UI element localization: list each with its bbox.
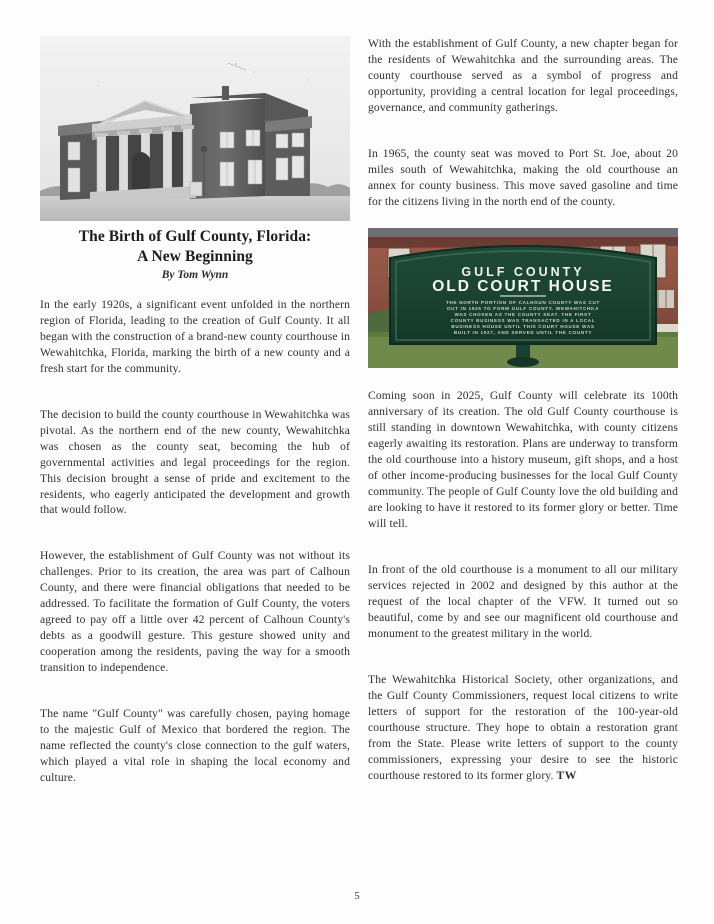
right-paragraph-3: Coming soon in 2025, Gulf County will celebrate its 100th anniversary of its creation. The old Gulf County courthouse is still standing in downtown Wewahitchka, with county citizens eagerly awaiting its restoration. Plans are underway to transform the old courthouse into a history museum, gift shops, and a host of other income-producing businesses for the local Gulf County community. The people of Gulf County love the old building and are looking to have it restored to its former glory or better. Time will tell. xyxy=(368,388,678,530)
svg-text:BUSINESS HOUSE UNTIL THIS COUR: BUSINESS HOUSE UNTIL THIS COURT HOUSE WAS xyxy=(451,323,595,329)
page-title-line-1: The Birth of Gulf County, Florida: xyxy=(78,228,312,245)
right-paragraph-4: In front of the old courthouse is a monument to all our military services rejected in 2002 and designed by this author at the request of the local chapter of the VFW. It turned out so beautiful, come by and see our magnificent old courthouse and monument to the greatest military in the world. xyxy=(368,562,678,640)
svg-text:THE NORTH PORTION OF CALHOUN C: THE NORTH PORTION OF CALHOUN COUNTY WAS CUT xyxy=(445,299,601,305)
svg-text:WAS CHOSEN AS THE COUNTY SEAT.: WAS CHOSEN AS THE COUNTY SEAT. THE FIRST xyxy=(454,311,592,317)
svg-text:GULF COUNTY: GULF COUNTY xyxy=(461,264,585,279)
historical-marker-photo xyxy=(368,228,678,368)
svg-text:BUILT IN 1927, AND SERVED UNTI: BUILT IN 1927, AND SERVED UNTIL THE COUNTY xyxy=(453,329,593,335)
svg-text:COUNTY BUSINESS WAS TRANSACTED: COUNTY BUSINESS WAS TRANSACTED IN A LOCAL xyxy=(450,317,596,323)
left-paragraph-3: However, the establishment of Gulf County was not without its challenges. Prior to its creation, the area was part of Calhoun County, and there were financial obligations that needed to be addressed. To facilitate the formation of Gulf County, the voters agreed to pay off a little over 42 percent of Calhoun County's debts as a goodwill gesture. This gesture showed unity and cooperation among the residents, paving the way for a smooth transition to independence. xyxy=(40,549,350,675)
right-paragraph-5-text: The Wewahitchka Historical Society, other organizations, and the Gulf County Commissioners, request local citizens to write letters of support for the restoration of the 100-year-old courthouse structure. They hope to obtain a restoration grant from the State. Please write letters of support to the county commissioners, expressing your desire to see the historic courthouse restored to its former glory. xyxy=(368,672,678,782)
page-number: 5 xyxy=(354,891,360,902)
svg-text:OUT IN 1925 TO FORM GULF COUNT: OUT IN 1925 TO FORM GULF COUNTY. WEWAHITCHKA xyxy=(446,305,600,311)
right-paragraph-1: With the establishment of Gulf County, a new chapter began for the residents of Wewahitchka and the surrounding areas. The county courthouse served as a symbol of progress and opportunity, providing a central location for legal proceedings, governance, and community gatherings. xyxy=(368,37,678,114)
right-paragraph-5 xyxy=(368,672,678,784)
author-initials: TW xyxy=(556,768,577,782)
left-column xyxy=(40,36,350,806)
historic-courthouse-photo xyxy=(40,36,350,221)
right-column xyxy=(368,36,678,804)
left-paragraph-4: The name "Gulf County" was carefully chosen, paying homage to the majestic Gulf of Mexico that bordered the region. The name reflected the county's close connection to the gulf waters, which played a vital role in shaping the local economy and culture. xyxy=(40,707,350,785)
left-paragraph-1: In the early 1920s, a significant event unfolded in the northern region of Florida, leading to the creation of Gulf County. It all began with the construction of a brand-new county courthouse in Wewahitchka, Florida, marking the birth of a new county and a fresh start for the community. xyxy=(40,297,350,375)
article-byline: By Tom Wynn xyxy=(161,268,229,281)
right-paragraph-2: In 1965, the county seat was moved to Port St. Joe, about 20 miles south of Wewahitchka, making the old courthouse an annex for county business. This move saved gasoline and time for the citizens living in the north end of the county. xyxy=(368,146,678,208)
page-title-line-2: A New Beginning xyxy=(137,247,253,265)
svg-text:OLD COURT HOUSE: OLD COURT HOUSE xyxy=(432,277,614,295)
article-title-block xyxy=(40,227,350,281)
left-paragraph-2: The decision to build the county courthouse in Wewahitchka was pivotal. As the northern end of the new county, Wewahitchka was chosen as the county seat, becoming the hub of governmental activities and legal proceedings for the region. This decision brought a sense of pride and excitement to the residents, who eagerly anticipated the development and growth that would follow. xyxy=(40,407,350,517)
